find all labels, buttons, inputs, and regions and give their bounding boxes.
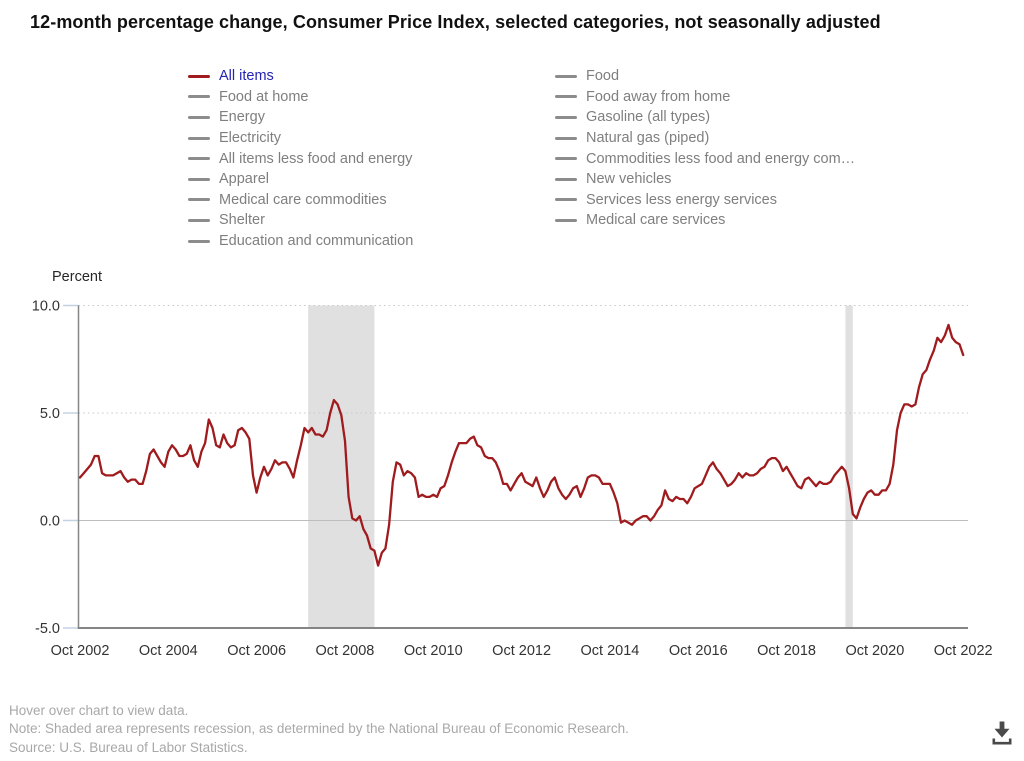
- legend-line-swatch-icon: [555, 198, 577, 201]
- y-tick-label: 0.0: [39, 513, 60, 530]
- legend-item-medical-care-commodities[interactable]: [188, 190, 413, 211]
- legend-item-food-at-home[interactable]: [188, 87, 413, 108]
- legend-item-medical-care-services[interactable]: [555, 210, 855, 231]
- legend-item-commodities-less-food-and-energy-com[interactable]: [555, 148, 855, 169]
- legend-item-label: Electricity: [219, 130, 282, 147]
- legend-item-label: Energy: [219, 109, 265, 126]
- legend-item-education-and-communication[interactable]: [188, 231, 413, 252]
- legend-item-label: Gasoline (all types): [586, 109, 711, 126]
- legend-line-swatch-icon: [188, 157, 210, 160]
- recession-band: [845, 306, 852, 629]
- legend-item-all-items-less-food-and-energy[interactable]: [188, 148, 413, 169]
- legend-item-food[interactable]: [555, 66, 855, 87]
- x-tick-label: Oct 2022: [933, 643, 993, 659]
- legend-item-label: Food: [586, 68, 620, 85]
- legend-item-label: Education and communication: [219, 233, 414, 250]
- chart-footnotes: [9, 702, 629, 757]
- legend-line-swatch-icon: [555, 137, 577, 140]
- legend-line-swatch-icon: [188, 219, 210, 222]
- download-icon: [987, 718, 1017, 748]
- legend-column-2: [555, 66, 855, 231]
- cpi-all-items-line: [80, 325, 963, 566]
- legend-line-swatch-icon: [555, 157, 577, 160]
- legend-item-label: All items: [219, 68, 274, 85]
- legend-item-label: Services less energy services: [586, 191, 777, 208]
- legend-item-label: Shelter: [219, 212, 265, 229]
- legend-item-energy[interactable]: [188, 107, 413, 128]
- legend-line-swatch-icon: [555, 219, 577, 222]
- legend-line-swatch-icon: [555, 116, 577, 119]
- legend-item-apparel[interactable]: [188, 169, 413, 190]
- legend-item-gasoline-all-types[interactable]: [555, 107, 855, 128]
- x-tick-label: Oct 2018: [757, 643, 816, 659]
- legend-item-shelter[interactable]: [188, 210, 413, 231]
- legend-line-swatch-icon: [188, 137, 210, 140]
- x-tick-label: Oct 2004: [138, 643, 198, 659]
- x-tick-label: Oct 2002: [50, 643, 110, 659]
- legend-item-label: All items less food and energy: [219, 150, 413, 167]
- legend-line-swatch-icon: [188, 240, 210, 243]
- y-tick-label: 10.0: [31, 298, 60, 315]
- legend-item-label: Natural gas (piped): [586, 130, 710, 147]
- legend-item-services-less-energy-services[interactable]: [555, 190, 855, 211]
- legend-column-1: [188, 66, 413, 251]
- legend-line-swatch-icon: [188, 75, 210, 78]
- legend-item-electricity[interactable]: [188, 128, 413, 149]
- recession-note: Note: Shaded area represents recession, as determined by the National Bureau of Economic Research.: [9, 721, 629, 737]
- x-tick-label: Oct 2016: [668, 643, 728, 659]
- legend-line-swatch-icon: [188, 116, 210, 119]
- legend-item-all-items[interactable]: [188, 66, 413, 87]
- legend-item-label: Commodities less food and energy com…: [586, 150, 856, 167]
- legend-item-label: Apparel: [219, 171, 269, 188]
- download-button[interactable]: [984, 716, 1020, 752]
- legend-item-label: Medical care commodities: [219, 191, 387, 208]
- legend-item-label: Food away from home: [586, 88, 731, 105]
- x-tick-label: Oct 2006: [227, 643, 287, 659]
- recession-band: [308, 306, 374, 629]
- legend-line-swatch-icon: [188, 95, 210, 98]
- chart-title: 12-month percentage change, Consumer Price Index, selected categories, not seasonally adjusted: [30, 12, 881, 32]
- hover-hint: Hover over chart to view data.: [9, 703, 189, 718]
- y-axis-title: Percent: [52, 269, 102, 285]
- x-tick-label: Oct 2014: [580, 643, 640, 659]
- source-note: Source: U.S. Bureau of Labor Statistics.: [9, 739, 248, 755]
- x-tick-label: Oct 2020: [845, 643, 905, 659]
- x-tick-label: Oct 2008: [315, 643, 375, 659]
- x-tick-label: Oct 2012: [492, 643, 552, 659]
- legend-item-new-vehicles[interactable]: [555, 169, 855, 190]
- x-tick-label: Oct 2010: [403, 643, 463, 659]
- legend-item-food-away-from-home[interactable]: [555, 87, 855, 108]
- legend-item-label: New vehicles: [586, 171, 672, 188]
- legend-item-label: Medical care services: [586, 212, 726, 229]
- legend-line-swatch-icon: [555, 75, 577, 78]
- legend-item-label: Food at home: [219, 88, 309, 105]
- legend-line-swatch-icon: [188, 198, 210, 201]
- legend-line-swatch-icon: [188, 178, 210, 181]
- y-tick-label: 5.0: [39, 406, 60, 422]
- y-tick-label: -5.0: [35, 621, 60, 637]
- legend-item-natural-gas-piped[interactable]: [555, 128, 855, 149]
- legend-line-swatch-icon: [555, 95, 577, 98]
- legend-line-swatch-icon: [555, 178, 577, 181]
